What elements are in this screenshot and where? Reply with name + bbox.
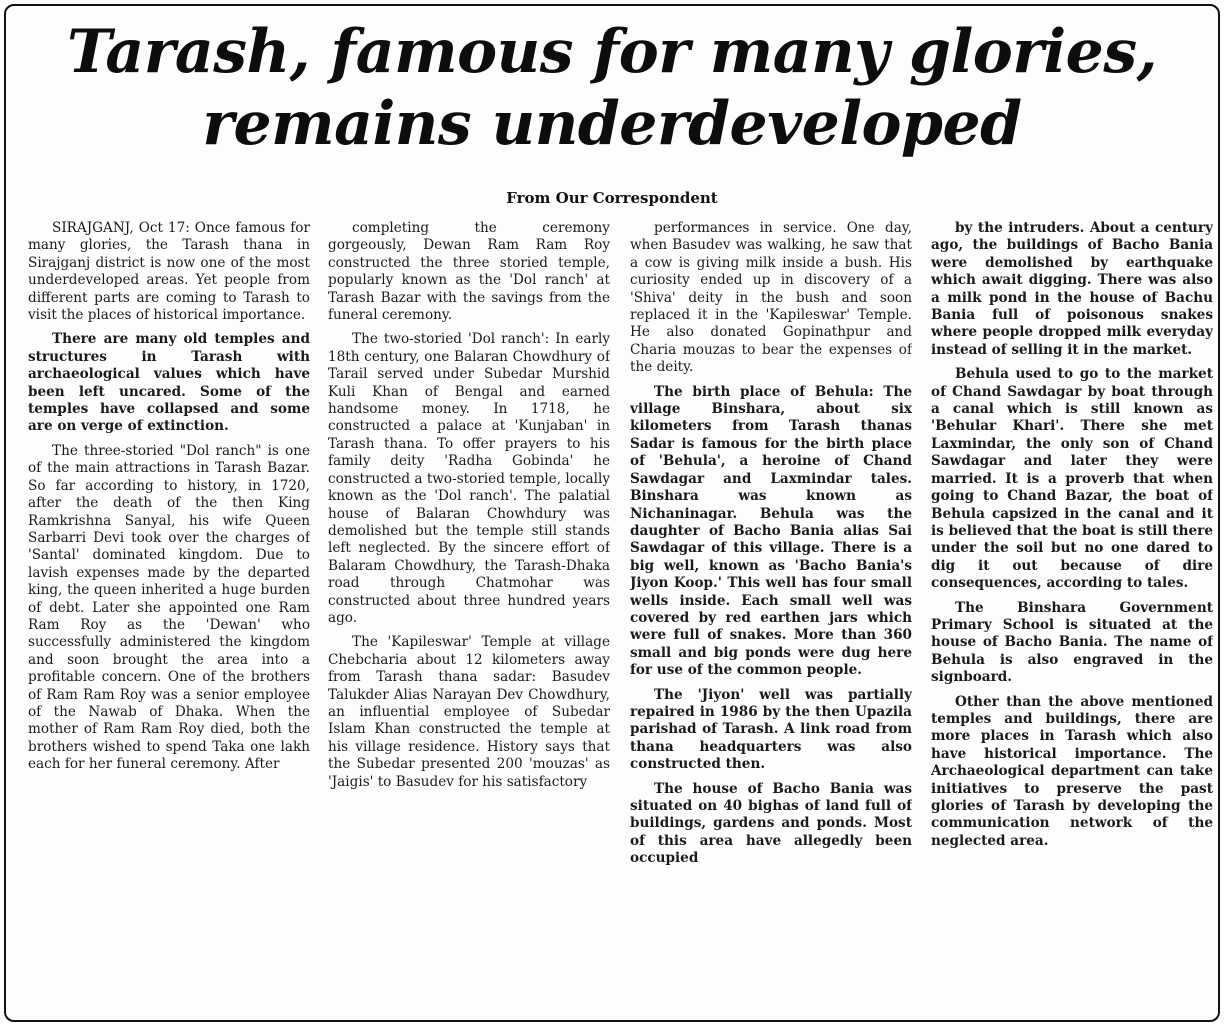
paragraph: The Binshara Government Primary School is situated at the house of Bacho Bania. The name of Behula is also engraved in the signboard. <box>931 599 1213 686</box>
paragraph: The 'Kapileswar' Temple at village Chebcharia about 12 kilometers away from Tarash thana sadar: Basudev Talukder Alias Narayan Dev Chowdhury, an influential employee of Subedar Islam Khan constructed the temple at his village residence. History says that the Subedar presented 200 'mouzas' as 'Jaigis' to Basudev for his satisfactory <box>328 634 610 790</box>
article-column-1 <box>28 220 310 1012</box>
article-column-4 <box>931 220 1213 1012</box>
byline: From Our Correspondent <box>506 189 718 207</box>
article-body <box>28 220 1213 1012</box>
paragraph: by the intruders. About a century ago, the buildings of Bacho Bania were demolished by earthquake which await digging. There was also a milk pond in the house of Bachu Bania full of poisonous snakes where people dropped milk everyday instead of selling it in the market. <box>931 220 1213 358</box>
article-column-3 <box>630 220 912 1012</box>
paragraph: Behula used to go to the market of Chand Sawdagar by boat through a canal which is still known as 'Behular Khari'. There she met Laxmindar, the only son of Chand Sawdagar and later they were married. It is a proverb that when going to Chand Bazar, the boat of Behula capsized in the canal and it is believed that the boat is still there under the soil but no one dared to dig it out because of dire consequences, according to tales. <box>931 366 1213 592</box>
paragraph: performances in service. One day, when Basudev was walking, he saw that a cow is giving milk inside a bush. His curiosity ended up in discovery of a 'Shiva' deity in the bush and soon replaced it in the 'Kapileswar' Temple. He also donated Gopinathpur and Charia mouzas to bear the expenses of the deity. <box>630 220 912 376</box>
paragraph: There are many old temples and structures in Tarash with archaeological values which have been left uncared. Some of the temples have collapsed and some are on verge of extinction. <box>28 331 310 435</box>
paragraph: completing the ceremony gorgeously, Dewan Ram Ram Roy constructed the three storied temple, popularly known as the 'Dol ranch' at Tarash Bazar with the savings from the funeral ceremony. <box>328 220 610 324</box>
paragraph: The three-storied "Dol ranch" is one of the main attractions in Tarash Bazar. So far according to history, in 1720, after the death of the then King Ramkrishna Sanyal, his wife Queen Sarbarri Devi took over the charges of 'Santal' dominated kingdom. Due to lavish expenses made by the departed king, the queen inherited a huge burden of debt. Later she appointed one Ram Ram Roy as the 'Dewan' who successfully administered the kingdom and soon brought the area into a profitable concern. One of the brothers of Ram Ram Roy was a senior employee of the Nawab of Dhaka. When the mother of Ram Ram Roy died, both the brothers wished to spend Taka one lakh each for her funeral ceremony. After <box>28 442 310 773</box>
paragraph: The two-storied 'Dol ranch': In early 18th century, one Balaran Chowdhury of Tarail served under Subedar Murshid Kuli Khan of Bengal and earned handsome money. In 1718, he constructed a palace at 'Kunjaban' in Tarash thana. To offer prayers to his family deity 'Radha Gobinda' he constructed a two-storied temple, locally known as the 'Dol ranch'. The palatial house of Balaran Chowhdury was demolished but the temple still stands left neglected. By the sincere effort of Balaram Chowdhury, the Tarash-Dhaka road through Chatmohar was constructed about three hundred years ago. <box>328 331 610 626</box>
headline-line-2: remains underdeveloped <box>202 89 1022 159</box>
paragraph: Other than the above mentioned temples and buildings, there are more places in Tarash which also have historical importance. The Archaeological department can take initiatives to preserve the past glories of Tarash by developing the communication network of the neglected area. <box>931 693 1213 849</box>
paragraph: The 'Jiyon' well was partially repaired in 1986 by the then Upazila parishad of Tarash. A link road from thana headquarters was also constructed then. <box>630 686 912 773</box>
article-column-2 <box>328 220 610 1012</box>
headline-line-1: Tarash, famous for many glories, <box>66 17 1157 87</box>
paragraph: The birth place of Behula: The village Binshara, about six kilometers from Tarash thanas Sadar is famous for the birth place of 'Behula', a heroine of Chand Sawdagar and Laxmindar tales. Binshara was known as Nichaninagar. Behula was the daughter of Bacho Bania alias Sai Sawdagar of this village. There is a big well, known as 'Bacho Bania's Jiyon Koop.' This well has four small wells inside. Each small well was covered by red earthen jars which were full of snakes. More than 360 small and big ponds were dug here for use of the common people. <box>630 383 912 679</box>
headline <box>6 16 1218 160</box>
paragraph: SIRAJGANJ, Oct 17: Once famous for many glories, the Tarash thana in Sirajganj district is now one of the most underdeveloped areas. Yet people from different parts are coming to Tarash to visit the places of historical importance. <box>28 220 310 324</box>
newspaper-clipping <box>4 4 1220 1022</box>
paragraph: The house of Bacho Bania was situated on 40 bighas of land full of buildings, gardens and ponds. Most of this area have allegedly been occupied <box>630 780 912 867</box>
